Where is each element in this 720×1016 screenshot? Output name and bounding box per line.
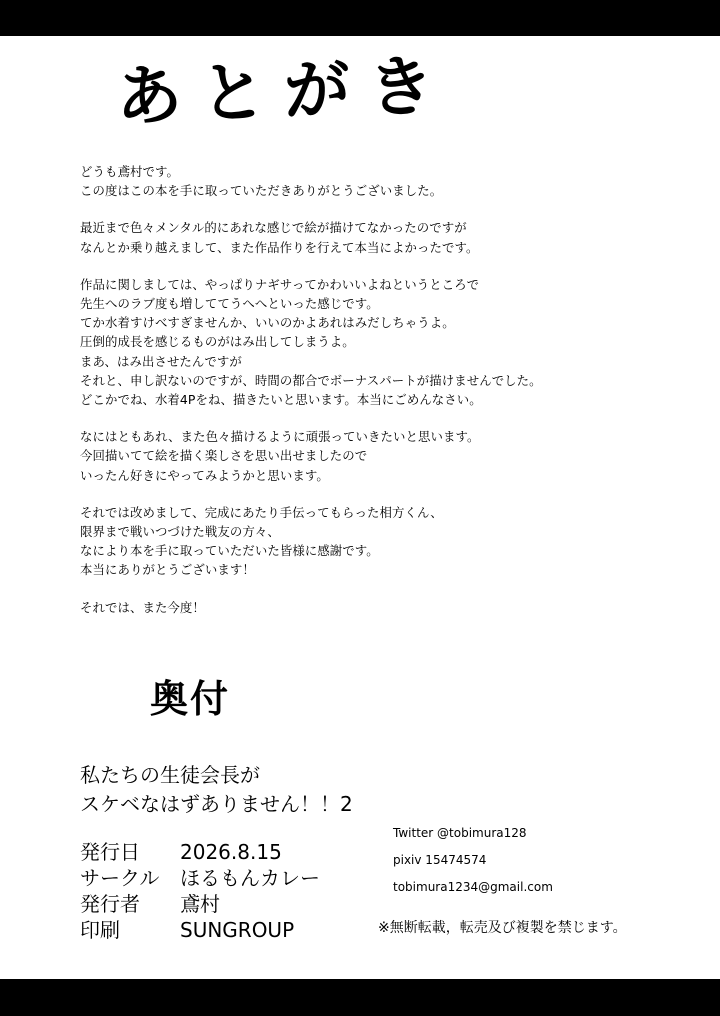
- afterword-line: 作品に関しましては、やっぱりナギサってかわいいよねというところで: [80, 276, 480, 292]
- afterword-paragraph: [80, 162, 680, 200]
- info-label: 発行日: [80, 840, 140, 864]
- afterword-line: それでは、また今度！: [80, 599, 205, 615]
- afterword-paragraph: [80, 275, 680, 409]
- afterword-paragraph: [80, 598, 680, 617]
- afterword-paragraph: [80, 218, 680, 256]
- book-title-line: スケベなはずありません！！2: [80, 792, 353, 816]
- afterword-line: この度はこの本を手に取っていただきありがとうございました。: [80, 183, 443, 199]
- afterword-line: まあ、はみ出させたんですが: [80, 353, 242, 369]
- afterword-body: [80, 162, 680, 635]
- afterword-line: いったん好きにやってみようかと思います。: [80, 467, 329, 483]
- info-label: 発行者: [80, 892, 140, 916]
- book-title: [80, 761, 353, 819]
- email-address: tobimura1234@gmail.com: [393, 880, 553, 894]
- info-label: サークル: [80, 866, 160, 890]
- document-page: [0, 36, 720, 979]
- info-value: 鳶村: [180, 892, 220, 916]
- twitter-handle: Twitter @tobimura128: [393, 826, 527, 840]
- afterword-line: なんとか乗り越えまして、また作品作りを行えて本当によかったです。: [80, 239, 479, 255]
- afterword-line: それでは改めまして、完成にあたり手伝ってもらった相方くん、: [80, 504, 443, 520]
- afterword-line: どうも鳶村です。: [80, 164, 179, 179]
- pixiv-id: pixiv 15474574: [393, 853, 487, 867]
- info-row-printer: [80, 914, 320, 940]
- info-value: SUNGROUP: [180, 918, 295, 942]
- afterword-paragraph: [80, 427, 680, 485]
- info-label: 印刷: [80, 918, 120, 942]
- contact-info: [393, 826, 553, 907]
- info-row-date: [80, 836, 320, 862]
- info-value: 2026.8.15: [180, 840, 282, 864]
- afterword-line: 限界まで戦いつづけた戦友の方々、: [80, 524, 280, 540]
- info-row-publisher: [80, 888, 320, 914]
- afterword-paragraph: [80, 503, 680, 580]
- afterword-line: なにより本を手に取っていただいた皆様に感謝です。: [80, 543, 379, 559]
- afterword-line: 本当にありがとうございます！: [80, 562, 255, 578]
- afterword-title: あとがき: [114, 46, 454, 136]
- afterword-line: 今回描いてて絵を描く楽しさを思い出せましたので: [80, 448, 368, 464]
- afterword-line: てか水着すけべすぎませんか、いいのかよあれはみだしちゃうよ。: [80, 315, 455, 331]
- afterword-line: それと、申し訳ないのですが、時間の都合でボーナスパートが描けませんでした。: [80, 372, 542, 388]
- afterword-line: どこかでね、水着4Pをね、描きたいと思います。本当にごめんなさい。: [80, 392, 482, 408]
- book-title-line: 私たちの生徒会長が: [80, 763, 260, 787]
- info-row-circle: [80, 862, 320, 888]
- copyright-notice: ※無断転載，転売及び複製を禁じます。: [378, 920, 627, 936]
- colophon-title: 奥付: [150, 677, 231, 721]
- afterword-line: 先生へのラブ度も増しててうへへといった感じです。: [80, 296, 379, 312]
- colophon-info: [80, 836, 320, 940]
- info-value: ほるもんカレー: [180, 866, 320, 890]
- afterword-line: 圧倒的成長を感じるものがはみ出してしまうよ。: [80, 334, 355, 350]
- afterword-line: 最近まで色々メンタル的にあれな感じで絵が描けてなかったのですが: [80, 220, 467, 236]
- afterword-line: なにはともあれ、また色々描けるように頑張っていきたいと思います。: [80, 429, 480, 445]
